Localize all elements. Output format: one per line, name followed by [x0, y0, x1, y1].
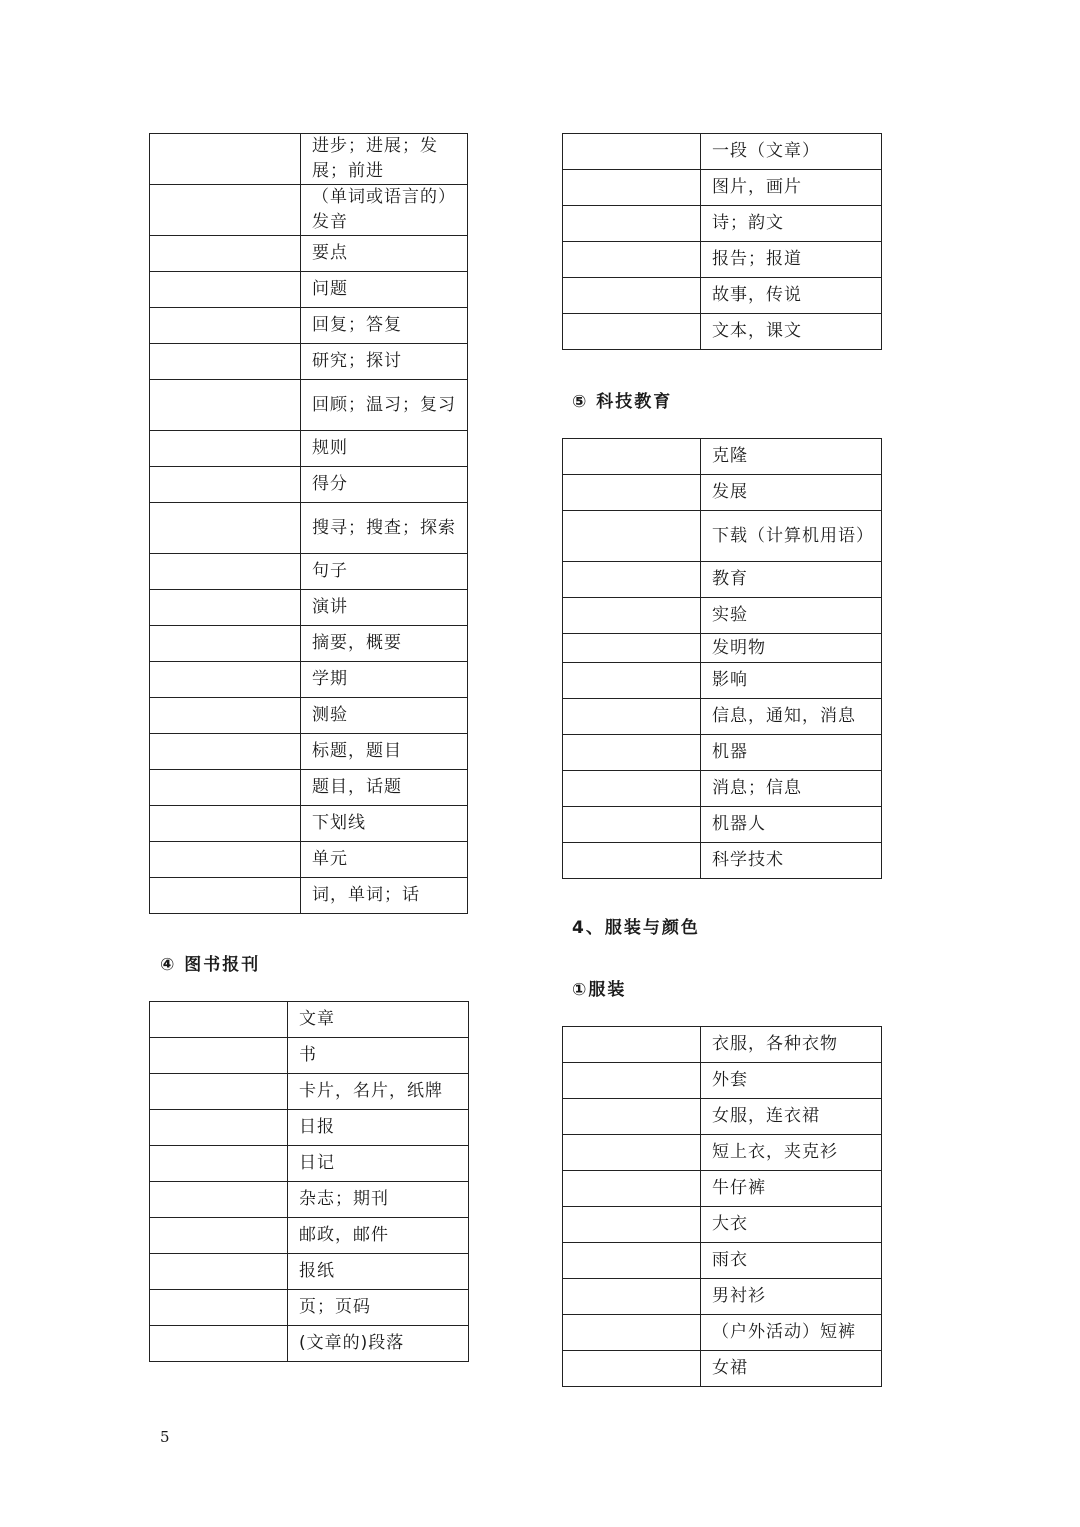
vocab-table-clothing: [562, 1026, 882, 1387]
meaning-cell: 机器人: [701, 807, 882, 843]
english-word-cell: [563, 475, 701, 511]
table-row: [150, 467, 468, 503]
meaning-cell: 回复；答复: [301, 308, 468, 344]
english-word-cell: [150, 806, 301, 842]
vocab-table-books: [149, 1001, 469, 1362]
meaning-cell: 报纸: [288, 1254, 469, 1290]
meaning-cell: 测验: [301, 698, 468, 734]
meaning-cell: 影响: [701, 663, 882, 699]
english-word-cell: [563, 634, 701, 663]
meaning-cell: （户外活动）短裤: [701, 1315, 882, 1351]
section-heading-clothing-colors: 4、服装与颜色: [572, 918, 700, 938]
meaning-cell: 报告；报道: [701, 242, 882, 278]
english-word-cell: [150, 1254, 288, 1290]
meaning-cell: 题目，话题: [301, 770, 468, 806]
table-row: [150, 1326, 469, 1362]
english-word-cell: [150, 1290, 288, 1326]
section-heading-books: ④ 图书报刊: [160, 955, 261, 975]
english-word-cell: [563, 1171, 701, 1207]
table-row: [563, 598, 882, 634]
table-row: [563, 1351, 882, 1387]
english-word-cell: [150, 1002, 288, 1038]
english-word-cell: [563, 1279, 701, 1315]
table-row: [563, 1171, 882, 1207]
table-row: [563, 663, 882, 699]
meaning-cell: 克隆: [701, 439, 882, 475]
meaning-cell: 研究；探讨: [301, 344, 468, 380]
english-word-cell: [563, 1099, 701, 1135]
meaning-cell: 故事，传说: [701, 278, 882, 314]
meaning-cell: 日记: [288, 1146, 469, 1182]
english-word-cell: [563, 1063, 701, 1099]
meaning-cell: 机器: [701, 735, 882, 771]
meaning-cell: 教育: [701, 562, 882, 598]
english-word-cell: [563, 807, 701, 843]
table-row: [563, 699, 882, 735]
table-row: [150, 503, 468, 554]
meaning-cell: 女服，连衣裙: [701, 1099, 882, 1135]
english-word-cell: [563, 278, 701, 314]
meaning-cell: 发展: [701, 475, 882, 511]
table-row: [563, 1063, 882, 1099]
meaning-cell: 邮政，邮件: [288, 1218, 469, 1254]
meaning-cell: 杂志；期刊: [288, 1182, 469, 1218]
english-word-cell: [150, 380, 301, 431]
meaning-cell: 实验: [701, 598, 882, 634]
meaning-cell: 发明物: [701, 634, 882, 663]
meaning-cell: 问题: [301, 272, 468, 308]
english-word-cell: [563, 314, 701, 350]
table-row: [150, 806, 468, 842]
table-row: [150, 344, 468, 380]
table-row: [150, 770, 468, 806]
meaning-cell: 进步；进展；发展；前进: [301, 134, 468, 185]
english-word-cell: [563, 663, 701, 699]
table-row: [563, 1243, 882, 1279]
english-word-cell: [563, 843, 701, 879]
meaning-cell: 女裙: [701, 1351, 882, 1387]
english-word-cell: [150, 1182, 288, 1218]
table-row: [563, 1135, 882, 1171]
table-row: [563, 134, 882, 170]
meaning-cell: 页；页码: [288, 1290, 469, 1326]
table-row: [563, 1099, 882, 1135]
meaning-cell: 外套: [701, 1063, 882, 1099]
table-row: [563, 1027, 882, 1063]
english-word-cell: [150, 1146, 288, 1182]
meaning-cell: 卡片，名片，纸牌: [288, 1074, 469, 1110]
table-row: [150, 236, 468, 272]
english-word-cell: [563, 439, 701, 475]
english-word-cell: [150, 1038, 288, 1074]
meaning-cell: 演讲: [301, 590, 468, 626]
table-row: [150, 1038, 469, 1074]
meaning-cell: 图片，画片: [701, 170, 882, 206]
meaning-cell: 科学技术: [701, 843, 882, 879]
english-word-cell: [150, 770, 301, 806]
table-row: [563, 242, 882, 278]
english-word-cell: [563, 771, 701, 807]
table-row: [150, 1218, 469, 1254]
table-row: [563, 1279, 882, 1315]
meaning-cell: 词，单词；话: [301, 878, 468, 914]
meaning-cell: 大衣: [701, 1207, 882, 1243]
table-row: [150, 380, 468, 431]
meaning-cell: 下划线: [301, 806, 468, 842]
english-word-cell: [150, 236, 301, 272]
table-row: [150, 1254, 469, 1290]
table-row: [563, 314, 882, 350]
science-table-container: [562, 438, 882, 879]
table-row: [563, 807, 882, 843]
english-word-cell: [150, 272, 301, 308]
meaning-cell: 要点: [301, 236, 468, 272]
meaning-cell: 一段（文章）: [701, 134, 882, 170]
meaning-cell: 句子: [301, 554, 468, 590]
english-word-cell: [150, 185, 301, 236]
table-row: [563, 278, 882, 314]
meaning-cell: 规则: [301, 431, 468, 467]
english-word-cell: [563, 1207, 701, 1243]
table-row: [150, 626, 468, 662]
english-word-cell: [563, 1351, 701, 1387]
english-word-cell: [563, 134, 701, 170]
english-word-cell: [150, 698, 301, 734]
clothing-table-container: [562, 1026, 882, 1387]
meaning-cell: （单词或语言的）发音: [301, 185, 468, 236]
english-word-cell: [563, 242, 701, 278]
table-row: [150, 1002, 469, 1038]
english-word-cell: [150, 1218, 288, 1254]
english-word-cell: [563, 1243, 701, 1279]
meaning-cell: 牛仔裤: [701, 1171, 882, 1207]
table-row: [150, 1146, 469, 1182]
english-word-cell: [150, 1326, 288, 1362]
english-word-cell: [563, 1135, 701, 1171]
meaning-cell: 雨衣: [701, 1243, 882, 1279]
english-word-cell: [563, 1027, 701, 1063]
vocab-table-science: [562, 438, 882, 879]
meaning-cell: 消息；信息: [701, 771, 882, 807]
english-word-cell: [563, 598, 701, 634]
english-word-cell: [150, 1074, 288, 1110]
page-number: 5: [160, 1428, 170, 1446]
meaning-cell: 得分: [301, 467, 468, 503]
table-row: [563, 475, 882, 511]
english-word-cell: [150, 503, 301, 554]
table-row: [563, 634, 882, 663]
meaning-cell: 学期: [301, 662, 468, 698]
table-row: [150, 590, 468, 626]
english-word-cell: [150, 842, 301, 878]
meaning-cell: 单元: [301, 842, 468, 878]
table-row: [150, 554, 468, 590]
table-row: [150, 1074, 469, 1110]
english-word-cell: [563, 511, 701, 562]
english-word-cell: [150, 431, 301, 467]
english-word-cell: [150, 134, 301, 185]
english-word-cell: [563, 206, 701, 242]
right-column: [562, 133, 882, 350]
table-row: [150, 734, 468, 770]
meaning-cell: 文本，课文: [701, 314, 882, 350]
table-row: [563, 439, 882, 475]
meaning-cell: 摘要，概要: [301, 626, 468, 662]
table-row: [563, 1207, 882, 1243]
table-row: [150, 134, 468, 185]
section-heading-science: ⑤ 科技教育: [572, 392, 673, 412]
meaning-cell: 短上衣，夹克衫: [701, 1135, 882, 1171]
english-word-cell: [563, 1315, 701, 1351]
table-row: [563, 562, 882, 598]
table-row: [150, 878, 468, 914]
table-row: [150, 308, 468, 344]
table-row: [150, 842, 468, 878]
english-word-cell: [563, 562, 701, 598]
meaning-cell: 回顾；温习；复习: [301, 380, 468, 431]
meaning-cell: (文章的)段落: [288, 1326, 469, 1362]
english-word-cell: [150, 590, 301, 626]
table-row: [563, 735, 882, 771]
table-row: [563, 1315, 882, 1351]
english-word-cell: [150, 626, 301, 662]
table-row: [150, 1182, 469, 1218]
table-row: [150, 272, 468, 308]
table-row: [563, 206, 882, 242]
meaning-cell: 诗；韵文: [701, 206, 882, 242]
english-word-cell: [150, 344, 301, 380]
table-row: [563, 170, 882, 206]
vocab-table-right-top: [562, 133, 882, 350]
english-word-cell: [150, 1110, 288, 1146]
english-word-cell: [150, 878, 301, 914]
table-row: [150, 1110, 469, 1146]
left-column: [149, 133, 468, 914]
meaning-cell: 男衬衫: [701, 1279, 882, 1315]
english-word-cell: [150, 554, 301, 590]
table-row: [563, 771, 882, 807]
meaning-cell: 文章: [288, 1002, 469, 1038]
meaning-cell: 搜寻；搜查；探索: [301, 503, 468, 554]
english-word-cell: [150, 467, 301, 503]
vocab-table-left-top: [149, 133, 468, 914]
table-row: [150, 1290, 469, 1326]
table-row: [563, 843, 882, 879]
meaning-cell: 日报: [288, 1110, 469, 1146]
table-row: [150, 185, 468, 236]
table-row: [150, 431, 468, 467]
meaning-cell: 书: [288, 1038, 469, 1074]
table-row: [563, 511, 882, 562]
english-word-cell: [150, 662, 301, 698]
meaning-cell: 标题，题目: [301, 734, 468, 770]
english-word-cell: [150, 734, 301, 770]
section-heading-clothing: ①服装: [572, 980, 627, 1000]
table-row: [150, 662, 468, 698]
english-word-cell: [563, 735, 701, 771]
table-row: [150, 698, 468, 734]
english-word-cell: [563, 170, 701, 206]
english-word-cell: [563, 699, 701, 735]
meaning-cell: 下载（计算机用语）: [701, 511, 882, 562]
meaning-cell: 信息，通知，消息: [701, 699, 882, 735]
meaning-cell: 衣服，各种衣物: [701, 1027, 882, 1063]
english-word-cell: [150, 308, 301, 344]
books-table-container: [149, 1001, 469, 1362]
